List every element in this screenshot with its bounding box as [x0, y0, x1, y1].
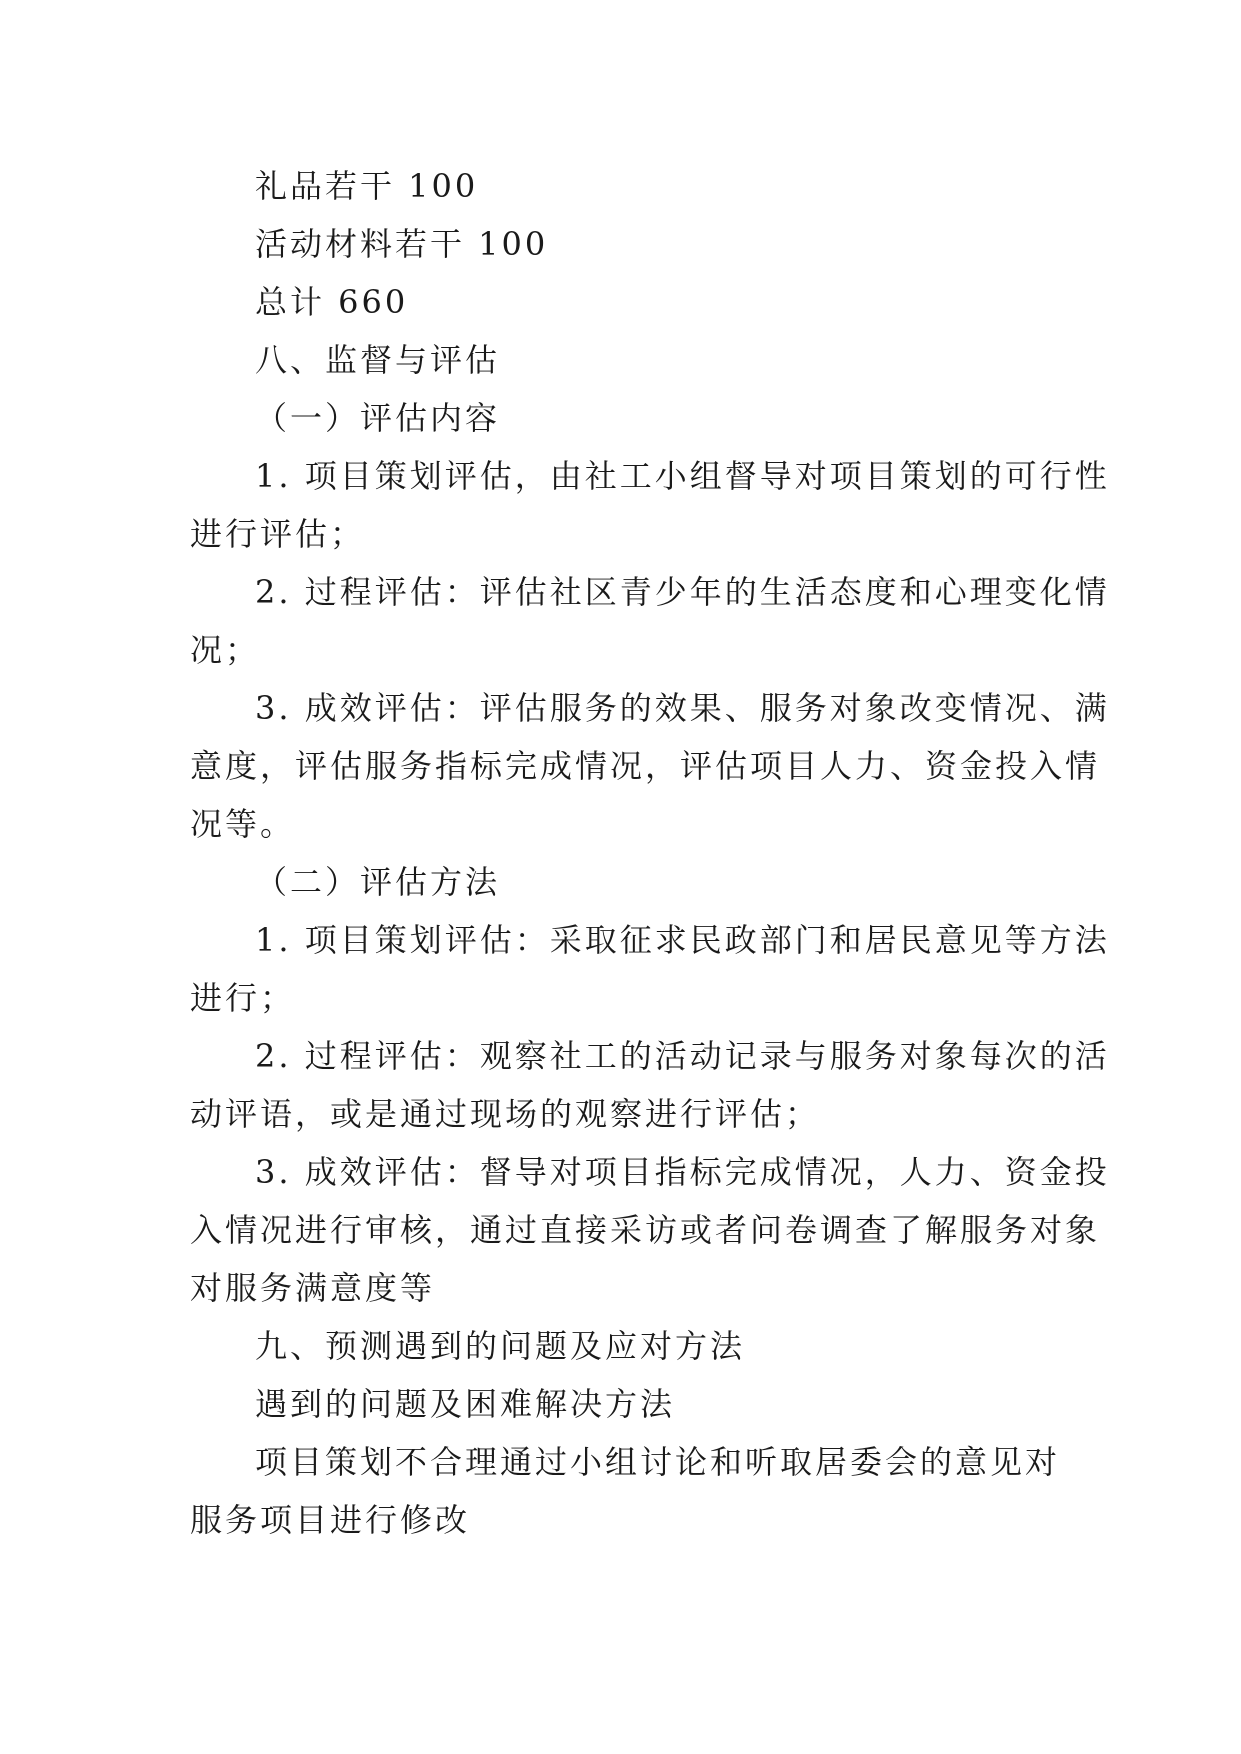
text-line: 况； [190, 631, 261, 669]
subsection-heading: （一）评估内容 [255, 399, 501, 437]
text-line: 3. 成效评估：督导对项目指标完成情况，人力、资金投 [255, 1153, 1110, 1191]
text-line: 对服务满意度等 [190, 1269, 436, 1307]
text-line: 况等。 [190, 805, 296, 843]
text-line: 入情况进行审核，通过直接采访或者问卷调查了解服务对象 [190, 1211, 1101, 1249]
text-line: 进行评估； [190, 515, 366, 553]
text-line: 意度，评估服务指标完成情况，评估项目人力、资金投入情 [190, 747, 1101, 785]
text-line: 1. 项目策划评估，由社工小组督导对项目策划的可行性 [255, 457, 1110, 495]
section-heading: 九、预测遇到的问题及应对方法 [255, 1327, 746, 1365]
text-line: 活动材料若干 100 [255, 225, 549, 263]
text-line: 服务项目进行修改 [190, 1501, 471, 1539]
subsection-heading: （二）评估方法 [255, 863, 501, 901]
text-line: 总计 660 [255, 283, 409, 321]
section-heading: 八、监督与评估 [255, 341, 501, 379]
text-line: 进行； [190, 979, 296, 1017]
text-line: 3. 成效评估：评估服务的效果、服务对象改变情况、满 [255, 689, 1110, 727]
text-line: 2. 过程评估：评估社区青少年的生活态度和心理变化情 [255, 573, 1110, 611]
text-line: 项目策划不合理通过小组讨论和听取居委会的意见对 [255, 1443, 1061, 1481]
text-line: 1. 项目策划评估：采取征求民政部门和居民意见等方法 [255, 921, 1110, 959]
text-line: 礼品若干 100 [255, 167, 479, 205]
text-line: 动评语，或是通过现场的观察进行评估； [190, 1095, 821, 1133]
text-line: 遇到的问题及困难解决方法 [255, 1385, 676, 1423]
text-line: 2. 过程评估：观察社工的活动记录与服务对象每次的活 [255, 1037, 1110, 1075]
